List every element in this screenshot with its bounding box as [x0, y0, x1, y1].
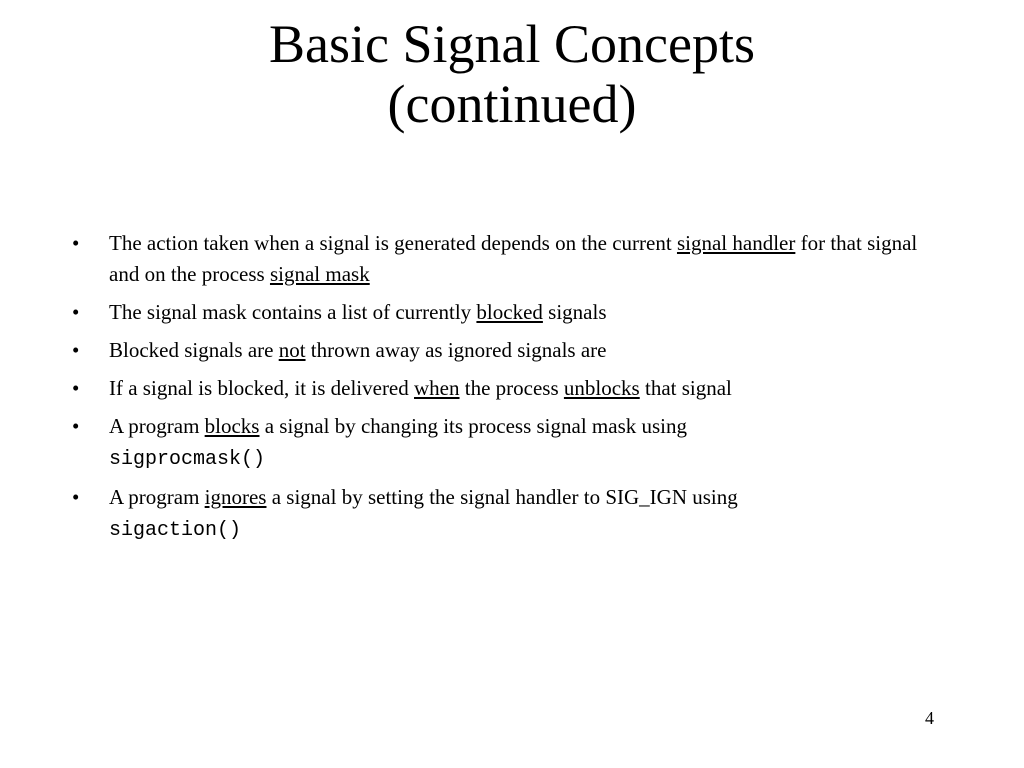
bullet-mark: •: [72, 300, 80, 324]
bullet-text: thrown away as ignored signals are: [305, 338, 607, 362]
underlined-term: when: [414, 376, 460, 400]
bullet-text: A program: [109, 414, 205, 438]
bullet-mark: •: [72, 485, 80, 509]
underlined-term: ignores: [204, 485, 267, 509]
code-function: sigaction(): [109, 519, 242, 542]
bullet-list: [72, 228, 952, 553]
bullet-text: If a signal is blocked, it is delivered: [109, 376, 415, 400]
underlined-term: unblocks: [563, 376, 640, 400]
bullet-text: a signal by changing its process signal mask using: [259, 414, 688, 438]
code-function: sigprocmask(): [109, 448, 266, 471]
bullet-mark: •: [72, 338, 80, 362]
bullet-mark: •: [72, 414, 80, 438]
title-line-2: (continued): [387, 74, 637, 134]
bullet-item-2: [72, 297, 952, 328]
bullet-text: that signal: [639, 376, 732, 400]
bullet-text: The signal mask contains a list of currently: [109, 300, 477, 324]
page-number: 4: [925, 708, 934, 728]
underlined-term: not: [278, 338, 306, 362]
bullet-text: a signal by setting the signal handler to SIG_IGN using: [266, 485, 738, 509]
bullet-text: A program: [109, 485, 205, 509]
underlined-term: blocked: [476, 300, 543, 324]
bullet-item-3: [72, 335, 952, 366]
bullet-item-4: [72, 373, 952, 404]
bullet-text: signals: [542, 300, 607, 324]
bullet-text: for that signal and on the process: [109, 231, 918, 286]
bullet-text: the process: [459, 376, 564, 400]
underlined-term: signal handler: [676, 231, 796, 255]
bullet-mark: •: [72, 231, 80, 255]
bullet-item-6: [72, 482, 952, 546]
bullet-text: Blocked signals are: [109, 338, 279, 362]
title-line-1: Basic Signal Concepts: [269, 14, 755, 74]
bullet-mark: •: [72, 376, 80, 400]
underlined-term: signal mask: [269, 262, 370, 286]
underlined-term: blocks: [204, 414, 260, 438]
bullet-item-5: [72, 411, 952, 475]
bullet-item-1: [72, 228, 952, 290]
slide-title: [0, 14, 1024, 134]
bullet-text: The action taken when a signal is generated depends on the current: [109, 231, 677, 255]
